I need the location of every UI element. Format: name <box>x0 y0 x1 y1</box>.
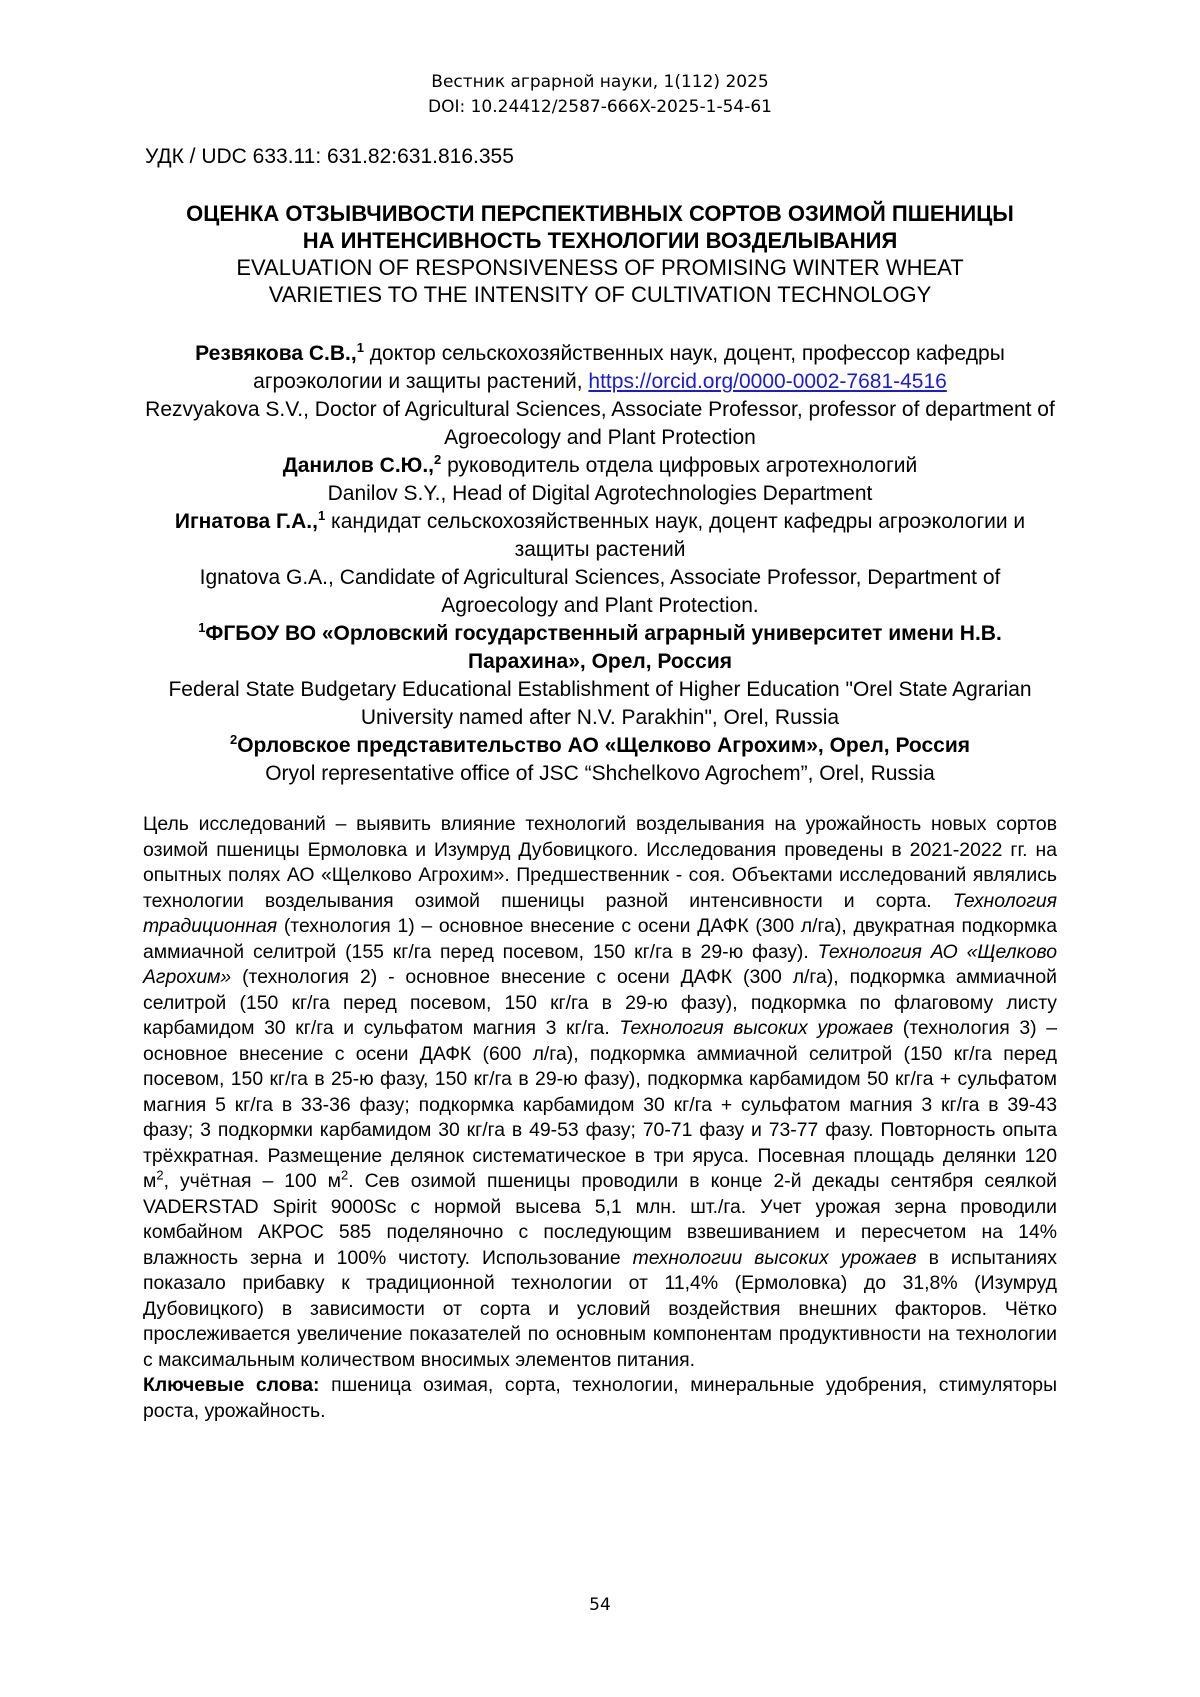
abstract-italic-term: Технология высоких урожаев <box>619 1017 894 1039</box>
author-2-position: руководитель отдела цифровых агротехнологий <box>441 454 918 477</box>
author-3-en: Ignatova G.A., Candidate of Agricultural Sciences, Associate Professor, Department of Agroecology and Plant Protection. <box>199 566 1001 617</box>
title-ru-line1: ОЦЕНКА ОТЗЫВЧИВОСТИ ПЕРСПЕКТИВНЫХ СОРТОВ ОЗИМОЙ ПШЕНИЦЫ <box>186 201 1014 226</box>
author-3-position: кандидат сельскохозяйственных наук, доцент кафедры агроэкологии и защиты растений <box>325 510 1026 561</box>
author-3-sup: 1 <box>317 508 326 523</box>
author-1-en: Rezvyakova S.V., Doctor of Agricultural Sciences, Associate Professor, professor of department of Agroecology and Plant Protection <box>145 398 1055 449</box>
affiliation-1-en: Federal State Budgetary Educational Establishment of Higher Education "Orel State Agrarian University named after N.V. Parakhin", Orel, Russia <box>168 678 1032 729</box>
abstract-segment: (технология 1) – основное внесение с осени ДАФК (300 л/га), двукратная подкормка аммиачной селитрой (155 кг/га перед посевом, 150 кг/га в 29-ю фазу). <box>143 915 1057 963</box>
abstract-segment: . Сев озимой пшеницы проводили в конце 2-й декады сентября сеялкой VADERSTAD Spirit 9000Sc с нормой высева 5,1 млн. шт./га. Учет урожая зерна проводили комбайном АКРОС 585 поделяночно с последующим взвешиванием и пересчетом на 14% влажность зерна и 100% чистоту. Использование <box>143 1170 1057 1269</box>
journal-name: Вестник аграрной науки, 1(112) 2025 <box>431 72 769 92</box>
author-3-name: Игнатова Г.А., <box>174 510 318 533</box>
authors-block <box>140 340 1060 788</box>
author-2-sup: 2 <box>434 452 442 467</box>
affiliation-1-sup: 1 <box>198 620 206 635</box>
author-2-en: Danilov S.Y., Head of Digital Agrotechnologies Department <box>327 482 873 505</box>
author-3-ru <box>140 508 1060 564</box>
title-en-line1: EVALUATION OF RESPONSIVENESS OF PROMISING WINTER WHEAT <box>236 255 964 280</box>
affiliation-2-ru <box>140 732 1060 760</box>
author-1-name: Резвякова С.В., <box>195 342 357 365</box>
affiliation-1-ru <box>140 620 1060 676</box>
keywords-text: пшеница озимая, сорта, технологии, минеральные удобрения, стимуляторы роста, урожайность. <box>143 1374 1058 1422</box>
abstract-italic-term: Технология АО «Щелково Агрохим» <box>143 940 1057 988</box>
article-title <box>0 200 1200 308</box>
affiliation-2-en: Oryol representative office of JSC “Shchelkovo Agrochem”, Orel, Russia <box>265 762 935 785</box>
abstract-segment: (технология 3) – основное внесение с осени ДАФК (600 л/га), подкормка аммиачной селитрой (150 кг/га перед посевом, 150 кг/га в 25-ю фазу, 150 кг/га в 29-ю фазу), подкормка карбамидом 50 кг/га + сульфатом магния 5 кг/га в 33-36 фазу; подкормка карбамидом 30 кг/га + сульфатом магния 3 кг/га в 39-43 фазу; 3 подкормки карбамидом 30 кг/га в 49-53 фазу; 70-71 фазу и 73-77 фазу. Повторность опыта трёхкратная. Размещение делянок систематическое в три яруса. Посевная площадь делянки 120 м <box>143 1017 1057 1192</box>
abstract-italic-term: технологии высоких урожаев <box>632 1246 917 1269</box>
abstract-segment: в испытаниях показало прибавку к традиционной технологии от 11,4% (Ермоловка) до 31,8% (Изумруд Дубовицкого) в зависимости от сорта и условий воздействия внешних факторов. Чётко прослеживается увеличение показателей по основным компонентам продуктивности на технологии с максимальным количеством вносимых элементов питания. <box>143 1246 1058 1371</box>
abstract-superscript: 2 <box>340 1167 349 1183</box>
abstract-segment: (технология 2) - основное внесение с осени ДАФК (300 л/га), подкормка аммиачной селитрой (150 кг/га перед посевом, 150 кг/га в 29-ю фазу), подкормка по флаговому листу карбамидом 30 кг/га и сульфатом магния 3 кг/га. <box>143 966 1057 1039</box>
title-ru-line2: НА ИНТЕНСИВНОСТЬ ТЕХНОЛОГИИ ВОЗДЕЛЫВАНИЯ <box>302 228 898 253</box>
udc-code: УДК / UDC 633.11: 631.82:631.816.355 <box>145 145 514 168</box>
keywords-label: Ключевые слова: <box>143 1374 320 1396</box>
abstract-italic-term: Технология традиционная <box>143 889 1057 937</box>
keywords <box>143 1373 1057 1424</box>
running-header <box>0 70 1200 120</box>
author-1-orcid-link[interactable]: https://orcid.org/0000-0002-7681-4516 <box>588 370 947 393</box>
affiliation-1-name: ФГБОУ ВО «Орловский государственный аграрный университет имени Н.В. Парахина», Орел, Россия <box>205 622 1002 673</box>
author-1-sup: 1 <box>356 340 364 355</box>
abstract-superscript: 2 <box>156 1167 164 1183</box>
affiliation-2-sup: 2 <box>229 732 238 747</box>
abstract-text <box>143 812 1057 1373</box>
title-en-line2: VARIETIES TO THE INTENSITY OF CULTIVATION TECHNOLOGY <box>268 282 932 307</box>
abstract-segment: Цель исследований – выявить влияние технологий возделывания на урожайность новых сортов озимой пшеницы Ермоловка и Изумруд Дубовицкого. Исследования проведены в 2021-2022 гг. на опытных полях АО «Щелково Агрохим». Предшественник - соя. Объектами исследований являлись технологии возделывания озимой пшеницы разной интенсивности и сорта. <box>143 813 1057 912</box>
page-number: 54 <box>589 1595 611 1615</box>
author-1-ru <box>140 340 1060 396</box>
author-1-position: доктор сельскохозяйственных наук, доцент, профессор кафедры агроэкологии и защиты растений, <box>253 342 1005 393</box>
abstract <box>143 812 1057 1424</box>
author-2-name: Данилов С.Ю., <box>282 454 434 477</box>
author-2-ru <box>140 452 1060 480</box>
abstract-segment: , учётная – 100 м <box>163 1170 341 1192</box>
affiliation-2-name: Орловское представительство АО «Щелково Агрохим», Орел, Россия <box>237 734 971 757</box>
doi: DOI: 10.24412/2587-666X-2025-1-54-61 <box>428 97 772 117</box>
